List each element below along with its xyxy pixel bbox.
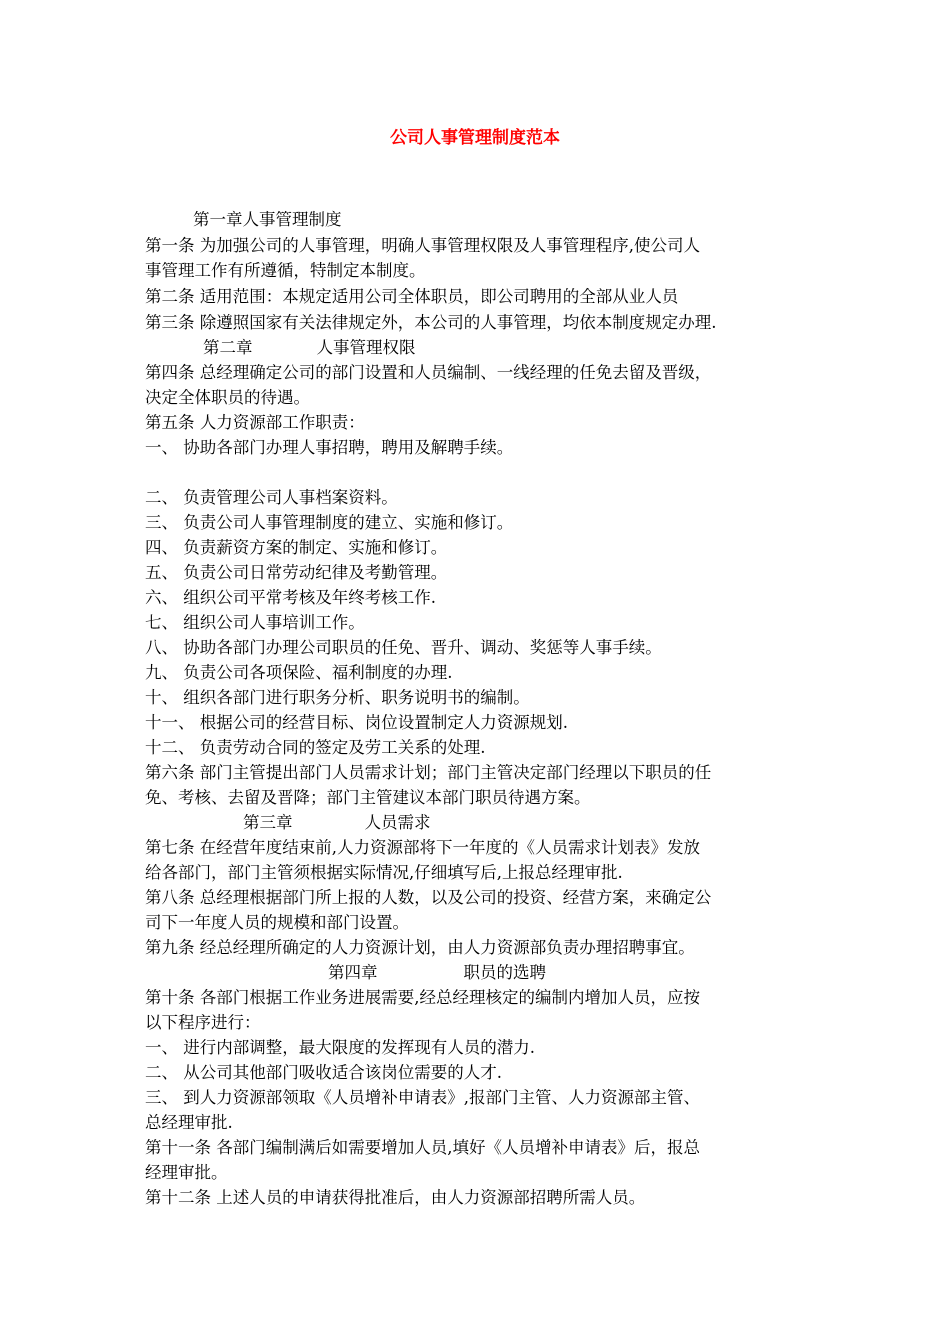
article-1-line-2: 事管理工作有所遵循，特制定本制度。 <box>145 261 426 280</box>
duty-9: 九、 负责公司各项保险、福利制度的办理. <box>145 663 453 682</box>
chapter-3-number: 第三章 <box>243 813 293 832</box>
duty-7: 七、 组织公司人事培训工作。 <box>145 613 365 632</box>
procedure-2: 二、 从公司其他部门吸收适合该岗位需要的人才. <box>145 1063 502 1082</box>
chapter-4-name: 职员的选聘 <box>463 963 546 982</box>
article-10-line-2: 以下程序进行： <box>145 1013 261 1032</box>
duty-5: 五、 负责公司日常劳动纪律及考勤管理。 <box>145 563 448 582</box>
procedure-1: 一、 进行内部调整，最大限度的发挥现有人员的潜力. <box>145 1038 535 1057</box>
document-title: 公司人事管理制度范本 <box>390 128 560 148</box>
article-6-line-2: 免、考核、去留及晋降；部门主管建议本部门职员待遇方案。 <box>145 788 591 807</box>
chapter-2-name: 人事管理权限 <box>316 338 416 357</box>
duty-2: 二、 负责管理公司人事档案资料。 <box>145 488 398 507</box>
article-8-line-1: 第八条 总经理根据部门所上报的人数，以及公司的投资、经营方案，来确定公 <box>145 888 712 907</box>
article-6-line-1: 第六条 部门主管提出部门人员需求计划；部门主管决定部门经理以下职员的任 <box>145 763 712 782</box>
duty-8: 八、 协助各部门办理公司职员的任免、晋升、调动、奖惩等人事手续。 <box>145 638 662 657</box>
article-11-line-1: 第十一条 各部门编制满后如需要增加人员,填好《人员增补申请表》后，报总 <box>145 1138 700 1157</box>
duty-1: 一、 协助各部门办理人事招聘，聘用及解聘手续。 <box>145 438 514 457</box>
chapter-1-heading: 第一章人事管理制度 <box>193 210 342 229</box>
chapter-4-heading <box>328 961 546 985</box>
article-2: 第二条 适用范围：本规定适用公司全体职员，即公司聘用的全部从业人员 <box>145 287 679 306</box>
article-7-line-1: 第七条 在经营年度结束前,人力资源部将下一年度的《人员需求计划表》发放 <box>145 838 700 857</box>
duty-11: 十一、 根据公司的经营目标、岗位设置制定人力资源规划. <box>145 713 568 732</box>
duty-12: 十二、 负责劳动合同的签定及劳工关系的处理. <box>145 738 486 757</box>
chapter-2-number: 第二章 <box>203 338 253 357</box>
article-11-line-2: 经理审批。 <box>145 1163 228 1182</box>
chapter-4-number: 第四章 <box>328 963 378 982</box>
duty-6: 六、 组织公司平常考核及年终考核工作. <box>145 588 436 607</box>
duty-4: 四、 负责薪资方案的制定、实施和修订。 <box>145 538 448 557</box>
article-7-line-2: 给各部门，部门主管须根据实际情况,仔细填写后,上报总经理审批. <box>145 863 623 882</box>
article-8-line-2: 司下一年度人员的规模和部门设置。 <box>145 913 409 932</box>
article-4-line-1: 第四条 总经理确定公司的部门设置和人员编制、一线经理的任免去留及晋级， <box>145 363 712 382</box>
article-12: 第十二条 上述人员的申请获得批准后，由人力资源部招聘所需人员。 <box>145 1188 646 1207</box>
article-1-line-1: 第一条 为加强公司的人事管理，明确人事管理权限及人事管理程序,使公司人 <box>145 236 700 255</box>
article-5: 第五条 人力资源部工作职责： <box>145 413 365 432</box>
article-3: 第三条 除遵照国家有关法律规定外，本公司的人事管理，均依本制度规定办理. <box>145 313 717 332</box>
procedure-3-line-1: 三、 到人力资源部领取《人员增补申请表》,报部门主管、人力资源部主管、 <box>145 1088 700 1107</box>
chapter-3-name: 人员需求 <box>364 813 431 832</box>
chapter-2-heading <box>203 336 416 360</box>
article-9: 第九条 经总经理所确定的人力资源计划，由人力资源部负责办理招聘事宜。 <box>145 938 695 957</box>
duty-10: 十、 组织各部门进行职务分析、职务说明书的编制。 <box>145 688 530 707</box>
article-4-line-2: 决定全体职员的待遇。 <box>145 388 310 407</box>
article-10-line-1: 第十条 各部门根据工作业务进展需要,经总经理核定的编制内增加人员，应按 <box>145 988 700 1007</box>
procedure-3-line-2: 总经理审批. <box>145 1113 233 1132</box>
chapter-3-heading <box>243 811 431 835</box>
duty-3: 三、 负责公司人事管理制度的建立、实施和修订。 <box>145 513 514 532</box>
